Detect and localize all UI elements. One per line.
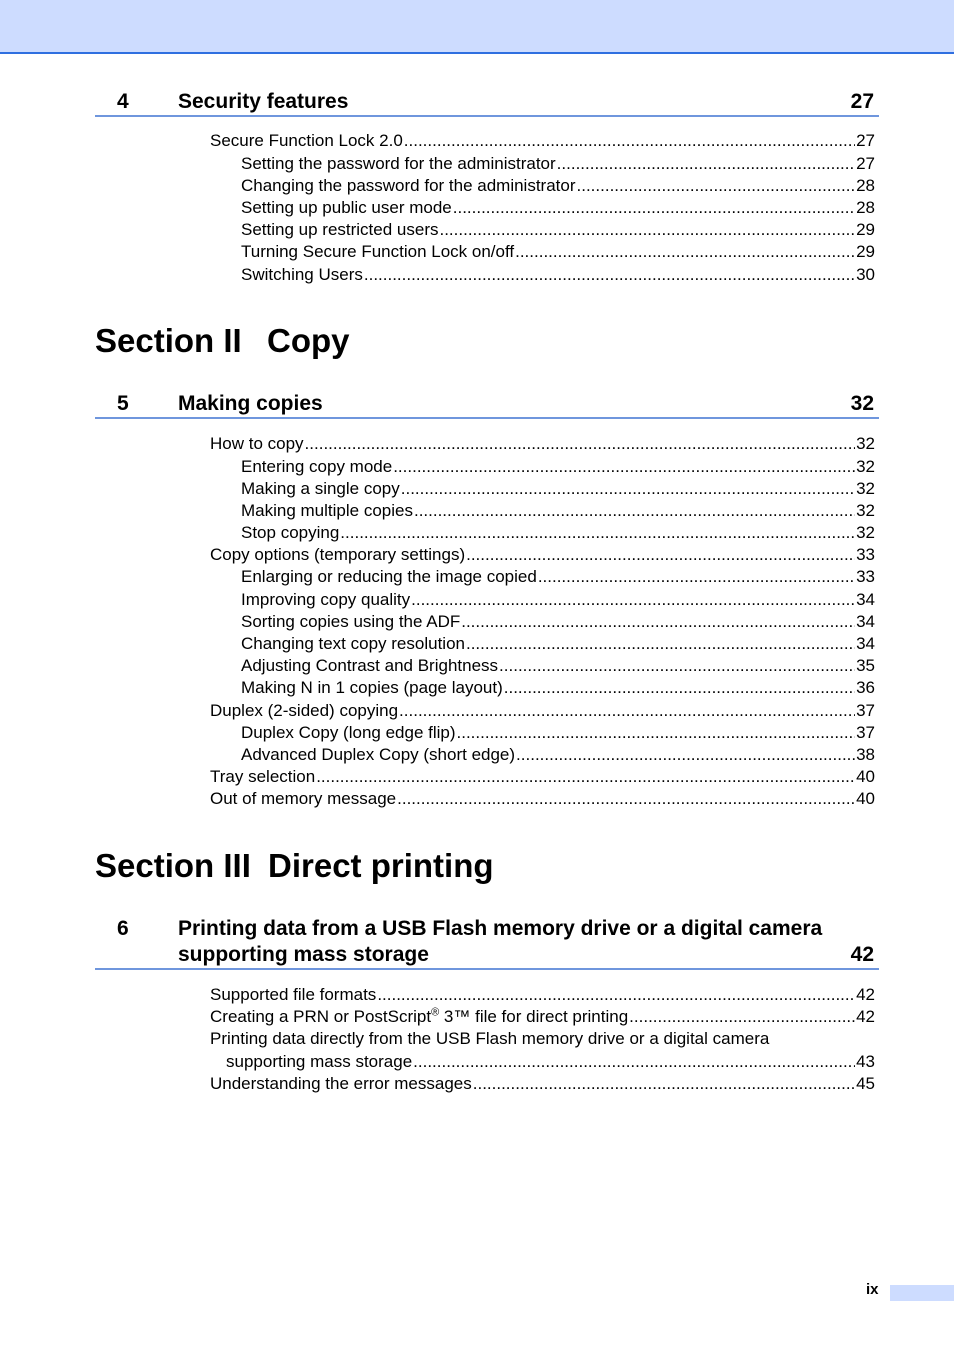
chapter-title: Security features (178, 90, 349, 113)
toc-entry[interactable]: Out of memory message ..... 40 (210, 788, 875, 810)
toc-entry[interactable]: Understanding the error messages ..... 45 (210, 1073, 875, 1095)
toc-entry[interactable]: Setting up public user mode ..... 28 (241, 197, 875, 219)
toc-entry[interactable]: Secure Function Lock 2.0 ..... 27 (210, 130, 875, 152)
toc-entry[interactable]: Tray selection ..... 40 (210, 766, 875, 788)
section-title-direct-printing (95, 847, 494, 885)
toc-entry[interactable]: Sorting copies using the ADF ..... 34 (241, 611, 875, 633)
toc-entry[interactable]: How to copy ..... 32 (210, 433, 875, 455)
chapter-page: 27 (850, 90, 874, 113)
toc-entry[interactable]: Duplex (2-sided) copying ..... 37 (210, 700, 875, 722)
toc-entry[interactable]: Making a single copy ..... 32 (241, 478, 875, 500)
toc-entry[interactable]: Making multiple copies ..... 32 (241, 500, 875, 522)
toc-entry[interactable]: Improving copy quality ..... 34 (241, 589, 875, 611)
section-label: Section II (95, 322, 242, 359)
chapter-number: 6 (117, 917, 129, 940)
registered-mark: ® (431, 1006, 440, 1019)
toc-entry[interactable]: Changing the password for the administrator ..... 28 (241, 175, 875, 197)
toc-entry[interactable]: supporting mass storage ..... 43 (226, 1051, 875, 1073)
toc-entry[interactable]: Making N in 1 copies (page layout) ..... 36 (241, 677, 875, 699)
toc-entry[interactable]: Switching Users ..... 30 (241, 264, 875, 286)
toc-entry[interactable]: Copy options (temporary settings) ..... 33 (210, 544, 875, 566)
chapter-heading-5[interactable] (95, 391, 879, 419)
chapter-number: 5 (117, 392, 129, 415)
chapter-title-line-1: Printing data from a USB Flash memory drive or a digital camera (178, 917, 823, 940)
chapter-title: Making copies (178, 392, 323, 415)
header-band (0, 0, 954, 54)
section-title-copy (95, 322, 350, 360)
toc-entry[interactable]: Duplex Copy (long edge flip) ..... 37 (241, 722, 875, 744)
chapter-heading-4[interactable] (95, 89, 879, 117)
chapter-title-line-2: supporting mass storage (178, 943, 429, 966)
section-name: Direct printing (268, 847, 494, 884)
toc-entry[interactable]: Turning Secure Function Lock on/off ..... 29 (241, 241, 875, 263)
chapter-page: 32 (850, 392, 874, 415)
toc-entry[interactable]: Creating a PRN or PostScript® 3™ file for direct printing ..... 42 (210, 1006, 875, 1028)
toc-entry[interactable]: Advanced Duplex Copy (short edge) ..... 38 (241, 744, 875, 766)
section-label: Section III (95, 847, 251, 884)
toc-entry[interactable]: Setting the password for the administrator ..... 27 (241, 153, 875, 175)
toc-entry[interactable]: Supported file formats ..... 42 (210, 984, 875, 1006)
chapter-number: 4 (117, 90, 129, 113)
toc-entry[interactable]: Changing text copy resolution ..... 34 (241, 633, 875, 655)
toc-entry[interactable]: Enlarging or reducing the image copied ..... 33 (241, 566, 875, 588)
footer-tab (890, 1285, 954, 1301)
toc-entry[interactable]: Printing data directly from the USB Flash memory drive or a digital camera (210, 1029, 770, 1048)
chapter-heading-6[interactable] (95, 916, 879, 970)
toc-entry[interactable]: Adjusting Contrast and Brightness ..... 35 (241, 655, 875, 677)
toc-entry[interactable]: Entering copy mode ..... 32 (241, 456, 875, 478)
chapter-page: 42 (850, 943, 874, 966)
toc-entry[interactable]: Setting up restricted users ..... 29 (241, 219, 875, 241)
toc-entry[interactable]: Stop copying ..... 32 (241, 522, 875, 544)
section-name: Copy (267, 322, 350, 359)
page-number: ix (866, 1281, 879, 1298)
